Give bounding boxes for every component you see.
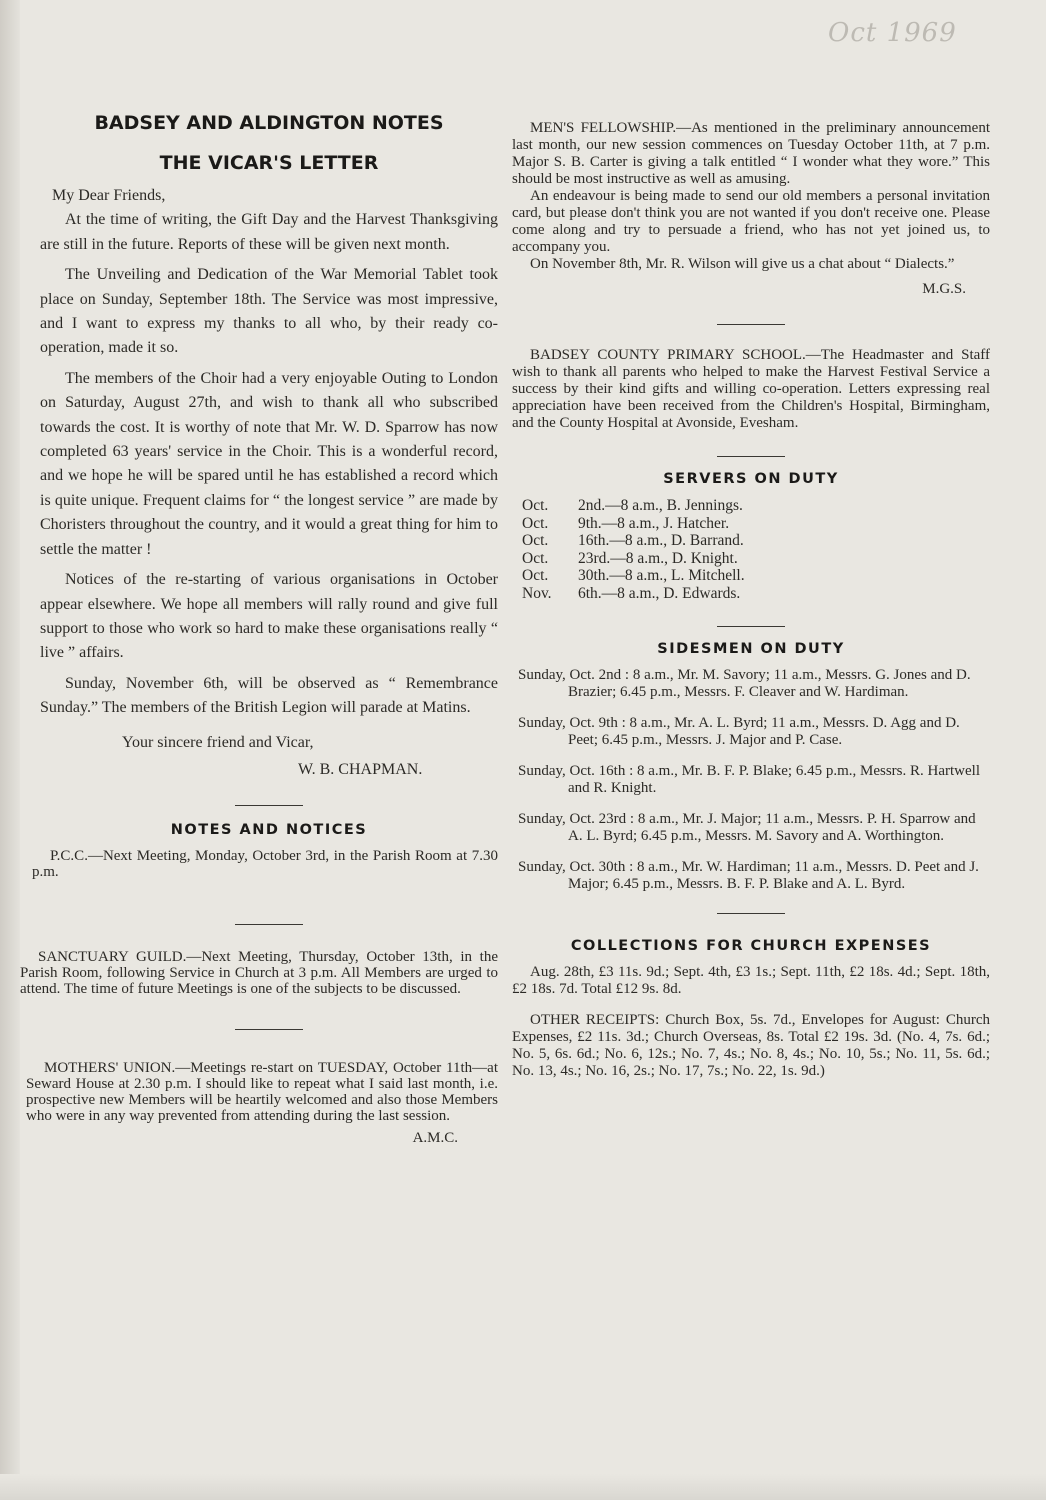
mothers-union-notice: MOTHERS' UNION.—Meetings re-start on TUESDAY, October 11th—at Seward House at 2.30 p.m. I should like to repeat what I said last month, i.e. prospective new Members will be heartily welcomed and also those Members who were in any way prevented from attending during the last session. xyxy=(26,1059,498,1124)
mens-fellowship-signature: M.G.S. xyxy=(922,281,966,297)
section-divider xyxy=(235,924,303,925)
server-entry: 23rd.—8 a.m., D. Knight. xyxy=(578,549,738,567)
mens-fellowship-notice: MEN'S FELLOWSHIP.—As mentioned in the preliminary announcement last month, our new session commences on Tuesday October 11th, at 7 p.m. Major S. B. Carter is giving a talk entitled “ I wonder what they wore.” This should be most instructive as well as amusing. xyxy=(512,120,990,187)
notes-notices-heading: NOTES AND NOTICES xyxy=(170,821,368,838)
server-entry: 9th.—8 a.m., J. Hatcher. xyxy=(578,514,730,532)
pcc-notice: P.C.C.—Next Meeting, Monday, October 3rd, in the Parish Room at 7.30 p.m. xyxy=(32,847,498,880)
letter-paragraph: The members of the Choir had a very enjoyable Outing to London on Saturday, August 27th, and wish to thank all who subscribed towards the cost. It is worthy of note that Mr. W. D. Sparrow has now completed 63 years' service in the Choir. This is a wonderful record, and we hope he will be spared until he has established a record which is quite unique. Frequent claims for “ the longest service ” are made by Choristers throughout the country, and it would a great thing for him to settle the matter ! xyxy=(40,369,498,558)
list-item xyxy=(522,497,990,515)
letter-greeting: My Dear Friends, xyxy=(52,187,166,204)
list-item xyxy=(522,532,990,550)
sidesmen-entry: Sunday, Oct. 9th : 8 a.m., Mr. A. L. Byrd; 11 a.m., Messrs. D. Agg and D. Peet; 6.45 p.m., Messrs. J. Major and P. Case. xyxy=(518,715,960,748)
letter-paragraph: Notices of the re-starting of various organisations in October appear elsewhere. We hope all members will rally round and give full support to those who work so hard to make these organisations really “ live ” affairs. xyxy=(40,571,498,662)
pencil-date-annotation: Oct 1969 xyxy=(828,18,957,48)
sidesmen-entry: Sunday, Oct. 23rd : 8 a.m., Mr. J. Major; 11 a.m., Messrs. P. H. Sparrow and A. L. Byrd; 6.45 p.m., Messrs. M. Savory and A. Worthington. xyxy=(518,811,976,844)
server-entry: 6th.—8 a.m., D. Edwards. xyxy=(578,584,741,602)
server-entry: 30th.—8 a.m., L. Mitchell. xyxy=(578,567,745,584)
section-divider xyxy=(717,913,785,914)
sidesmen-entry: Sunday, Oct. 30th : 8 a.m., Mr. W. Hardiman; 11 a.m., Messrs. D. Peet and J. Major; 6.45 p.m., Messrs. B. F. P. Blake and A. L. Byrd. xyxy=(518,859,979,892)
server-month: Oct. xyxy=(522,532,549,549)
server-month: Oct. xyxy=(522,567,549,584)
servers-list xyxy=(522,497,990,602)
section-divider xyxy=(235,805,303,806)
sanctuary-guild-notice: SANCTUARY GUILD.—Next Meeting, Thursday, October 13th, in the Parish Room, following Service in Church at 3 p.m. All Members are urged to attend. The time of future Meetings is one of the subjects to be discussed. xyxy=(20,948,498,997)
section-divider xyxy=(717,626,785,627)
collections-text: Aug. 28th, £3 11s. 9d.; Sept. 4th, £3 1s.; Sept. 11th, £2 18s. 4d.; Sept. 18th, £2 18s. 7d. Total £12 9s. 8d. xyxy=(512,964,990,997)
letter-signature: W. B. CHAPMAN. xyxy=(298,760,423,778)
other-receipts-text: OTHER RECEIPTS: Church Box, 5s. 7d., Envelopes for August: Church Expenses, £2 11s. 3d.; Church Overseas, 8s. Total £2 19s. 3d. (No. 4, 7s. 6d.; No. 5, 6s. 6d.; No. 6, 12s.; No. 7, 4s.; No. 8, 4s.; No. 10, 5s.; No. 11, 5s. 6d.; No. 13, 4s.; No. 16, 2s.; No. 17, 7s.; No. 22, 1s. 9d.) xyxy=(512,1012,990,1079)
mens-fellowship-paragraph: On November 8th, Mr. R. Wilson will give us a chat about “ Dialects.” xyxy=(530,256,955,272)
sidesmen-heading: SIDESMEN ON DUTY xyxy=(657,641,845,657)
letter-closing: Your sincere friend and Vicar, xyxy=(122,733,314,751)
right-column xyxy=(512,120,990,1080)
letter-paragraph: Sunday, November 6th, will be observed as “ Remembrance Sunday.” The members of the British Legion will parade at Matins. xyxy=(40,674,498,717)
vicars-letter xyxy=(40,184,498,721)
section-divider xyxy=(717,456,785,457)
servers-heading: SERVERS ON DUTY xyxy=(663,471,839,487)
mothers-union-signature: A.M.C. xyxy=(412,1129,458,1146)
server-entry: 2nd.—8 a.m., B. Jennings. xyxy=(578,497,743,514)
vicars-letter-heading: THE VICAR'S LETTER xyxy=(159,152,379,174)
section-divider xyxy=(235,1029,303,1030)
mens-fellowship-paragraph: An endeavour is being made to send our old members a personal invitation card, but please don't think you are not wanted if you don't receive one. Please come along and try to persuade a friend, who has not yet joined us, to accompany you. xyxy=(512,188,990,255)
server-month: Oct. xyxy=(522,549,549,567)
server-month: Oct. xyxy=(522,514,549,532)
collections-heading: COLLECTIONS FOR CHURCH EXPENSES xyxy=(570,938,932,954)
list-item xyxy=(522,567,990,585)
list-item xyxy=(522,550,990,568)
list-item xyxy=(522,515,990,533)
section-divider xyxy=(717,324,785,325)
sidesmen-entry: Sunday, Oct. 16th : 8 a.m., Mr. B. F. P. Blake; 6.45 p.m., Messrs. R. Hartwell and R. Knight. xyxy=(518,763,980,796)
server-entry: 16th.—8 a.m., D. Barrand. xyxy=(578,532,744,549)
page-binding-edge xyxy=(0,0,20,1500)
sidesmen-entry: Sunday, Oct. 2nd : 8 a.m., Mr. M. Savory; 11 a.m., Messrs. G. Jones and D. Brazier; 6.45 p.m., Messrs. F. Cleaver and W. Hardiman. xyxy=(518,667,971,700)
school-notice: BADSEY COUNTY PRIMARY SCHOOL.—The Headmaster and Staff wish to thank all parents who helped to make the Harvest Festival Service a success by their kind gifts and willing co-operation. Letters expressing real appreciation have been received from the Children's Hospital, Birmingham, and the County Hospital at Avonside, Evesham. xyxy=(512,347,990,431)
left-column xyxy=(20,112,498,1147)
server-month: Nov. xyxy=(522,584,552,602)
page-bottom-edge xyxy=(0,1474,1046,1500)
page-title: BADSEY AND ALDINGTON NOTES xyxy=(94,112,444,134)
list-item xyxy=(522,585,990,603)
letter-paragraph: The Unveiling and Dedication of the War Memorial Tablet took place on Sunday, September 18th. The Service was most impressive, and I want to express my thanks to all who, by their ready co-operation, made it so. xyxy=(40,266,498,357)
server-month: Oct. xyxy=(522,497,549,514)
letter-paragraph: At the time of writing, the Gift Day and the Harvest Thanksgiving are still in the future. Reports of these will be given next month. xyxy=(40,211,498,253)
